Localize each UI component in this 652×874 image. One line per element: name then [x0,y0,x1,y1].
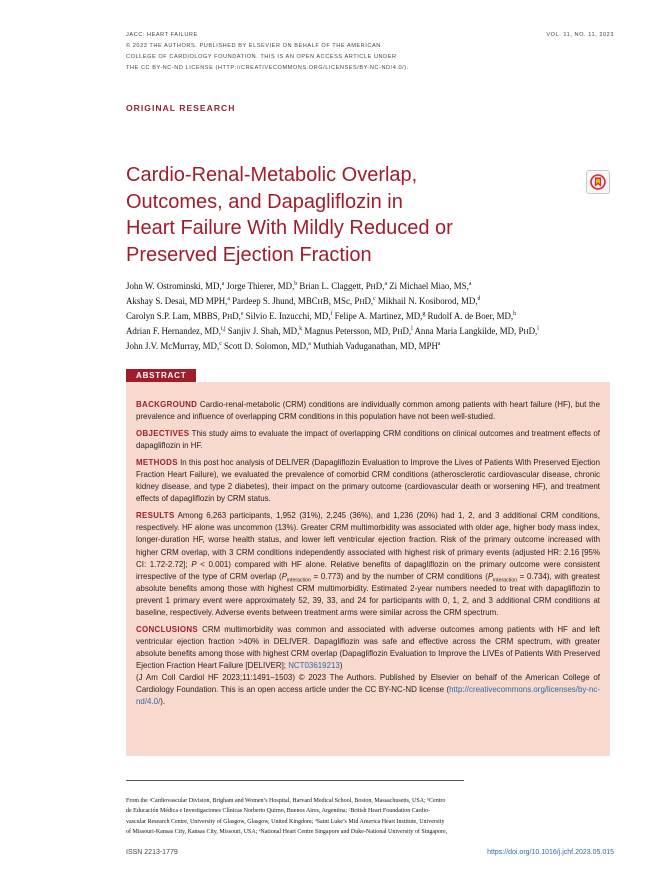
title-line: Cardio-Renal-Metabolic Overlap, [126,164,418,186]
footnote-rule [126,780,464,781]
citation-license-link[interactable]: http://creativecommons.org/licenses/by-nc-nd/4.0/ [136,685,600,707]
author-list [126,279,626,353]
footnote-line: From the ᵃCardiovascular Division, Brigham and Women’s Hospital, Harvard Medical School, Boston, Massachusetts, USA; ᵇCentro [126,798,446,804]
doi-link[interactable]: https://doi.org/10.1016/j.jchf.2023.05.015 [487,849,614,856]
abstract-results: RESULTS Among 6,263 participants, 1,952 (31%), 2,245 (36%), and 1,236 (20%) had 1, 2, and 3 additional CRM conditions, respectively. HF alone was uncommon (13%). Greater CRM multimorbidity was associated with older age, higher body mass index, longer-duration HF, worse health status, and lower left ventricular ejection fraction. Risk of the primary outcome increased with higher CRM overlap, with 3 CRM conditions independently associated with highest risk of primary events (adjusted HR: 2.16 [95% CI: 1.72-2.72]; P < 0.001) compared with HF alone. Relative benefits of dapagliflozin on the primary outcome were consistent irrespective of the type of CRM overlap $(P_{interaction} = 0.773)$ and by the number of CRM conditions $(P_{interaction} = 0.734)$, with greatest absolute benefits among those with highest CRM multimorbidity. Estimated 2-year numbers needed to treat with dapagliflozin to prevent 1 primary event were approximately 52, 39, 33, and 24 for participants with 0, 1, 2, and 3 additional CRM conditions at baseline, respectively. Adverse events between treatment arms were similar across the CRM spectrum. [136,511,600,617]
license-line-3: THE CC BY-NC-ND LICENSE (HTTP://CREATIVECOMMONS.ORG/LICENSES/BY-NC-ND/4.0/). [126,65,409,71]
author-line: Adrian F. Hernandez, MD,$^{i,j}$ Sanjiv J. Shah, MD,$^k$ Magnus Petersson, MD, PHD,$^l$ Anna Maria Langkilde, MD, PHD,$^l$ [126,326,539,337]
abstract-methods: METHODS In this post hoc analysis of DELIVER (Dapagliflozin Evaluation to Improve the Lives of Patients With Preserved Ejection Fraction Heart Failure), we evaluated the prevalence of comorbid CRM conditions (atherosclerotic cardiovascular disease, chronic kidney disease, and type 2 diabetes), their impact on the primary outcome (cardiovascular death or worsening HF), and treatment effects of dapagliflozin by CRM status. [136,458,600,504]
title-line: Outcomes, and Dapagliflozin in [126,190,403,213]
title-line: Heart Failure With Mildly Reduced or [126,217,453,239]
author-line: Carolyn S.P. Lam, MBBS, PHD,$^e$ Silvio E. Inzucchi, MD,$^f$ Felipe A. Martinez, MD,$^g$ Rudolf A. de Boer, MD,$^h$ [126,311,517,322]
running-header [126,30,526,74]
author-line: Akshay S. Desai, MD MPH,$^a$ Pardeep S. Jhund, MBCHB, MSc, PHD,$^c$ Mikhail N. Kosiborod, MD,$^d$ [126,296,481,307]
license-link[interactable]: HTTP://CREATIVECOMMONS.ORG/LICENSES/BY-NC-ND/4.0/ [217,65,405,71]
abstract-box [126,382,610,756]
author-line: John J.V. McMurray, MD,$^c$ Scott D. Solomon, MD,$^a$ Muthiah Vaduganathan, MD, MPH$^a$ [126,341,441,352]
journal-name: JACC: HEART FAILURE [126,32,198,38]
abstract-background: BACKGROUND Cardio-renal-metabolic (CRM) conditions are individually common among patients with heart failure (HF), but the prevalence and influence of overlapping CRM conditions in this population have not been well-studied. [136,400,600,422]
footnote-line: de Educación Médica e Investigaciones Clínicas Norberto Quirno, Buenos Aires, Argentina; ᶜBritish Heart Foundation Cardio- [126,808,431,815]
license-line-2: COLLEGE OF CARDIOLOGY FOUNDATION. THIS IS AN OPEN ACCESS ARTICLE UNDER [126,54,397,60]
abstract-citation: (J Am Coll Cardiol HF 2023;11:1491–1503) © 2023 The Authors. Published by Elsevier on behalf of the American College of Cardiology Foundation. This is an open access article under the CC BY-NC-ND license (http://creativecommons.org/licenses/by-nc-nd/4.0/). [136,672,600,707]
issue-info: VOL. 11, NO. 11, 2023 [546,32,614,38]
footnote-line: of Missouri-Kansas City, Kansas City, Missouri, USA; ᵉNational Heart Centre Singapore and Duke-National University of Singapore, [126,828,448,835]
doi-container [487,849,614,856]
abstract-objectives: OBJECTIVES This study aims to evaluate the impact of overlapping CRM conditions on clinical outcomes and treatment effects of dapagliflozin in HF. [136,429,600,451]
nct-link[interactable]: NCT03619213 [288,660,340,670]
crossmark-badge[interactable] [586,170,610,194]
license-line-1: © 2023 THE AUTHORS. PUBLISHED BY ELSEVIER ON BEHALF OF THE AMERICAN [126,43,381,49]
abstract-conclusions: CONCLUSIONS CRM multimorbidity was common and associated with adverse outcomes among patients with HF and left ventricular ejection fraction >40% in DELIVER. Dapagliflozin was safe and effective across the CRM spectrum, with greater absolute benefits among those with highest CRM overlap (Dapagliflozin Evaluation to Improve the LIVEs of Patients With Preserved Ejection Fraction Heart Failure [DELIVER]; NCT03619213) [136,624,600,670]
article-title [126,162,566,268]
issn: ISSN 2213-1779 [126,849,178,856]
bookmark-icon [587,171,609,193]
affiliations-footnote [126,796,556,837]
title-line: Preserved Ejection Fraction [126,243,372,266]
abstract-label: ABSTRACT [126,369,196,382]
footnote-line: vascular Research Centre, University of Glasgow, Glasgow, United Kingdom; ᵈSaint Luke’s Mid America Heart Institute, University [126,818,445,825]
author-line: John W. Ostrominski, MD,$^a$ Jorge Thierer, MD,$^b$ Brian L. Claggett, PHD,$^a$ Zi Michael Miao, MS,$^a$ [126,281,472,291]
section-label: ORIGINAL RESEARCH [126,103,236,113]
